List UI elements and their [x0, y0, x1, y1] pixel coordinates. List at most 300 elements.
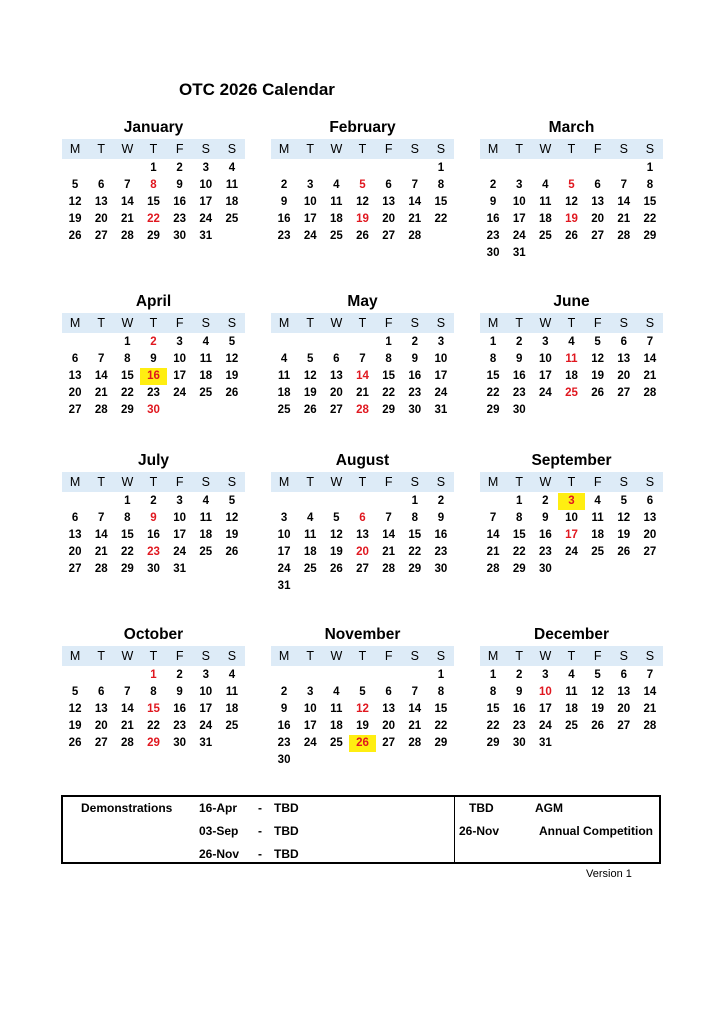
day-cell: 21	[643, 703, 657, 715]
events-table	[61, 795, 661, 864]
day-cell: 7	[98, 353, 105, 365]
day-cell: 19	[68, 213, 82, 225]
weekday-header	[62, 139, 245, 159]
day-cell: 16	[512, 370, 526, 382]
day-cell: 7	[385, 512, 392, 524]
weekday-label: T	[358, 475, 367, 489]
weekday-label: S	[410, 475, 419, 489]
day-cell: 2	[411, 336, 418, 348]
day-cell: 11	[565, 353, 578, 365]
weekday-label: T	[358, 649, 367, 663]
month-february	[271, 117, 454, 245]
day-cell: 24	[565, 546, 578, 558]
day-cell: 2	[176, 669, 183, 681]
day-cell: 7	[359, 353, 366, 365]
month-june	[480, 291, 663, 419]
weekday-label: S	[227, 475, 237, 489]
day-cell: 25	[591, 546, 605, 558]
day-cell: 26	[68, 230, 82, 242]
day-cell: 10	[538, 686, 552, 698]
day-cell: 8	[646, 179, 654, 191]
day-cell: 13	[643, 512, 657, 524]
day-cell: 22	[120, 387, 134, 399]
weekday-label: M	[487, 316, 499, 330]
day-cell: 13	[68, 370, 82, 382]
empty-cell	[376, 493, 402, 510]
day-cell: 18	[329, 213, 343, 225]
day-cell: 19	[591, 370, 605, 382]
weekday-label: M	[69, 649, 81, 663]
day-cell: 9	[489, 196, 497, 208]
month-name: December	[534, 626, 609, 643]
empty-cell	[88, 493, 114, 510]
day-cell: 28	[643, 720, 657, 732]
day-cell: 17	[199, 196, 213, 208]
day-cell: 17	[565, 529, 578, 541]
day-cell: 24	[538, 387, 552, 399]
day-cell: 22	[120, 546, 134, 558]
day-cell: 15	[486, 370, 500, 382]
day-cell: 8	[489, 353, 497, 365]
day-cell: 2	[176, 162, 183, 174]
weekday-label: T	[149, 475, 158, 489]
day-cell: 13	[617, 353, 631, 365]
day-cell: 2	[280, 686, 288, 698]
demo-value-1: TBD	[274, 801, 299, 815]
version-label: Version 1	[586, 868, 632, 880]
day-cell: 29	[512, 563, 526, 575]
weekday-label: W	[121, 475, 134, 489]
empty-cell	[62, 160, 88, 177]
day-cell: 26	[565, 230, 578, 242]
empty-cell	[323, 493, 349, 510]
day-cell: 12	[225, 512, 239, 524]
weekday-label: S	[227, 142, 237, 156]
day-cell: 22	[486, 720, 500, 732]
day-cell: 30	[434, 563, 448, 575]
day-cell: 12	[68, 703, 82, 715]
empty-cell	[349, 667, 375, 684]
day-cell: 10	[303, 196, 317, 208]
day-cell: 7	[124, 179, 131, 191]
day-cell: 1	[646, 162, 654, 174]
day-cell: 18	[303, 546, 317, 558]
day-cell: 30	[147, 563, 160, 575]
day-cell: 28	[408, 737, 422, 749]
day-cell: 8	[124, 353, 131, 365]
demo-value-2: TBD	[274, 824, 299, 838]
day-cell: 22	[486, 387, 500, 399]
empty-cell	[297, 334, 323, 351]
demo-date-3: 26-Nov	[199, 847, 240, 861]
day-cell: 3	[542, 669, 549, 681]
day-cell: 24	[173, 546, 187, 558]
day-cell: 1	[437, 669, 445, 681]
month-name: March	[548, 119, 595, 136]
empty-cell	[323, 667, 349, 684]
day-cell: 5	[71, 179, 79, 191]
weekday-label: W	[330, 649, 343, 663]
day-cell: 8	[385, 353, 392, 365]
day-cell: 28	[382, 563, 396, 575]
day-cell: 17	[538, 370, 552, 382]
day-cell: 1	[489, 336, 497, 348]
day-cell: 15	[120, 370, 134, 382]
month-name: August	[335, 452, 390, 469]
day-cell: 28	[120, 230, 134, 242]
weekday-label: F	[175, 142, 184, 156]
day-cell: 9	[542, 512, 549, 524]
day-cell: 20	[382, 213, 396, 225]
competition-date: 26-Nov	[459, 824, 500, 838]
day-cell: 1	[411, 495, 418, 507]
day-cell: 29	[120, 404, 134, 416]
day-cell: 31	[512, 247, 526, 259]
day-cell: 10	[434, 353, 448, 365]
day-cell: 24	[303, 230, 317, 242]
day-cell: 28	[408, 230, 422, 242]
day-cell: 6	[98, 686, 105, 698]
day-cell: 19	[617, 529, 631, 541]
weekday-label: M	[278, 475, 290, 489]
empty-cell	[376, 667, 402, 684]
day-cell: 28	[617, 230, 631, 242]
day-cell: 9	[516, 353, 523, 365]
weekday-label: T	[97, 316, 106, 330]
day-cell: 16	[277, 720, 291, 732]
weekday-label: W	[330, 142, 343, 156]
weekday-label: T	[306, 142, 315, 156]
day-cell: 8	[411, 512, 418, 524]
day-cell: 4	[280, 353, 288, 365]
day-cell: 27	[94, 737, 108, 749]
day-cell: 23	[147, 387, 160, 399]
day-cell: 19	[591, 703, 605, 715]
day-cell: 18	[225, 703, 239, 715]
day-cell: 27	[382, 230, 396, 242]
day-cell: 14	[382, 529, 396, 541]
weekday-label: T	[97, 649, 106, 663]
weekday-label: M	[278, 316, 290, 330]
weekday-label: T	[515, 649, 524, 663]
day-cell: 27	[94, 230, 108, 242]
weekday-label: W	[121, 142, 134, 156]
day-cell: 6	[646, 495, 654, 507]
day-cell: 4	[202, 495, 209, 507]
day-grid	[62, 493, 245, 578]
weekday-label: S	[619, 316, 628, 330]
day-cell: 11	[565, 686, 578, 698]
day-cell: 10	[565, 512, 578, 524]
day-cell: 3	[176, 336, 183, 348]
day-cell: 11	[304, 529, 317, 541]
day-grid	[480, 667, 663, 752]
day-cell: 5	[594, 669, 601, 681]
day-cell: 9	[150, 353, 157, 365]
day-cell: 2	[489, 179, 497, 191]
day-cell: 5	[620, 495, 627, 507]
day-cell: 30	[147, 404, 160, 416]
day-cell: 10	[512, 196, 526, 208]
day-cell: 8	[437, 179, 445, 191]
day-cell: 18	[225, 196, 239, 208]
day-cell: 6	[385, 686, 392, 698]
day-cell: 6	[98, 179, 105, 191]
day-cell: 11	[225, 686, 238, 698]
day-cell: 20	[382, 720, 396, 732]
day-cell: 22	[643, 213, 657, 225]
weekday-label: F	[175, 316, 184, 330]
day-cell: 6	[620, 336, 627, 348]
day-cell: 5	[71, 686, 79, 698]
day-cell: 24	[199, 213, 213, 225]
day-cell: 23	[147, 546, 160, 558]
day-cell: 22	[408, 546, 422, 558]
day-cell: 13	[329, 370, 343, 382]
month-name: January	[123, 119, 184, 136]
weekday-label: T	[149, 142, 158, 156]
day-cell: 19	[329, 546, 343, 558]
day-cell: 20	[591, 213, 605, 225]
day-cell: 1	[150, 669, 157, 681]
day-cell: 18	[199, 370, 213, 382]
demo-date-1: 16-Apr	[199, 801, 238, 815]
day-cell: 2	[516, 669, 523, 681]
day-cell: 27	[68, 404, 82, 416]
day-cell: 18	[565, 703, 578, 715]
day-cell: 14	[408, 703, 422, 715]
weekday-label: W	[539, 142, 552, 156]
day-cell: 21	[643, 370, 657, 382]
day-cell: 14	[120, 703, 134, 715]
weekday-label: T	[97, 142, 106, 156]
day-cell: 14	[408, 196, 422, 208]
month-september	[480, 450, 663, 578]
day-cell: 29	[147, 230, 160, 242]
day-cell: 5	[228, 336, 236, 348]
day-cell: 11	[199, 353, 212, 365]
day-cell: 7	[411, 179, 418, 191]
day-cell: 26	[225, 546, 239, 558]
day-cell: 18	[538, 213, 552, 225]
day-cell: 3	[280, 512, 288, 524]
weekday-label: S	[410, 142, 419, 156]
weekday-label: T	[306, 316, 315, 330]
day-cell: 23	[538, 546, 552, 558]
day-cell: 31	[538, 737, 552, 749]
day-cell: 28	[643, 387, 657, 399]
day-grid	[271, 334, 454, 419]
day-cell: 23	[277, 230, 291, 242]
weekday-header	[480, 139, 663, 159]
day-cell: 25	[225, 720, 239, 732]
weekday-label: T	[358, 142, 367, 156]
month-name: July	[137, 452, 169, 469]
day-cell: 29	[147, 737, 160, 749]
day-cell: 9	[176, 686, 183, 698]
day-cell: 8	[516, 512, 523, 524]
day-cell: 15	[486, 703, 500, 715]
weekday-header	[271, 139, 454, 159]
day-cell: 30	[486, 247, 500, 259]
weekday-label: M	[278, 649, 290, 663]
day-cell: 3	[176, 495, 183, 507]
day-cell: 15	[147, 196, 160, 208]
day-cell: 19	[356, 720, 369, 732]
weekday-label: M	[487, 475, 499, 489]
day-cell: 23	[434, 546, 448, 558]
day-cell: 24	[538, 720, 552, 732]
day-cell: 18	[591, 529, 605, 541]
day-cell: 6	[385, 179, 392, 191]
empty-cell	[402, 667, 428, 684]
day-cell: 17	[199, 703, 213, 715]
day-cell: 14	[94, 370, 108, 382]
day-cell: 30	[538, 563, 552, 575]
day-cell: 2	[150, 336, 157, 348]
day-cell: 25	[329, 230, 343, 242]
day-cell: 26	[591, 720, 605, 732]
empty-cell	[349, 334, 375, 351]
demo-date-2: 03-Sep	[199, 824, 239, 838]
weekday-label: F	[384, 649, 393, 663]
day-cell: 12	[225, 353, 239, 365]
day-cell: 13	[382, 703, 396, 715]
day-cell: 4	[568, 669, 575, 681]
empty-cell	[506, 160, 532, 177]
day-cell: 12	[617, 512, 631, 524]
empty-cell	[611, 160, 637, 177]
day-cell: 25	[199, 546, 213, 558]
day-cell: 5	[359, 686, 366, 698]
day-cell: 27	[643, 546, 657, 558]
day-cell: 18	[199, 529, 213, 541]
day-cell: 23	[486, 230, 500, 242]
month-november	[271, 624, 454, 769]
weekday-label: S	[436, 649, 446, 663]
weekday-label: W	[121, 649, 134, 663]
empty-cell	[271, 667, 297, 684]
day-cell: 3	[542, 336, 549, 348]
weekday-label: S	[410, 316, 419, 330]
weekday-label: T	[567, 316, 576, 330]
day-cell: 2	[280, 179, 288, 191]
day-cell: 11	[225, 179, 238, 191]
competition-label: Annual Competition	[539, 824, 653, 838]
day-cell: 24	[173, 387, 187, 399]
empty-cell	[480, 160, 506, 177]
empty-cell	[88, 667, 114, 684]
empty-cell	[480, 493, 506, 510]
day-cell: 25	[225, 213, 239, 225]
day-cell: 27	[329, 404, 343, 416]
agm-label: AGM	[535, 801, 563, 815]
weekday-header	[62, 472, 245, 492]
day-grid	[271, 667, 454, 769]
day-cell: 30	[173, 737, 187, 749]
day-cell: 26	[329, 563, 343, 575]
day-cell: 9	[280, 703, 288, 715]
day-cell: 2	[437, 495, 445, 507]
weekday-label: F	[175, 649, 184, 663]
day-cell: 15	[120, 529, 134, 541]
month-name: May	[347, 293, 378, 310]
day-cell: 12	[356, 703, 369, 715]
day-cell: 11	[330, 196, 343, 208]
month-march	[480, 117, 663, 262]
day-cell: 23	[277, 737, 291, 749]
day-cell: 21	[617, 213, 631, 225]
day-cell: 7	[489, 512, 497, 524]
month-december	[480, 624, 663, 752]
day-cell: 17	[303, 720, 317, 732]
day-cell: 10	[199, 686, 213, 698]
demo-value-3: TBD	[274, 847, 299, 861]
day-cell: 27	[617, 720, 631, 732]
day-cell: 4	[202, 336, 209, 348]
month-april	[62, 291, 245, 419]
day-grid	[271, 160, 454, 245]
day-cell: 26	[356, 230, 369, 242]
day-cell: 15	[512, 529, 526, 541]
day-cell: 20	[68, 546, 82, 558]
day-cell: 4	[307, 512, 314, 524]
empty-cell	[62, 667, 88, 684]
page-title: OTC 2026 Calendar	[179, 80, 335, 99]
day-cell: 19	[225, 529, 239, 541]
day-cell: 20	[329, 387, 343, 399]
day-cell: 5	[333, 512, 340, 524]
day-cell: 23	[512, 387, 526, 399]
weekday-header	[480, 472, 663, 492]
weekday-label: S	[201, 649, 210, 663]
day-cell: 7	[646, 336, 654, 348]
day-cell: 15	[147, 703, 160, 715]
day-cell: 28	[94, 404, 108, 416]
day-cell: 9	[516, 686, 523, 698]
weekday-label: M	[69, 475, 81, 489]
weekday-label: W	[539, 316, 552, 330]
day-cell: 3	[202, 669, 209, 681]
day-cell: 15	[408, 529, 422, 541]
day-cell: 24	[434, 387, 448, 399]
weekday-label: W	[330, 316, 343, 330]
day-cell: 4	[333, 179, 340, 191]
empty-cell	[88, 334, 114, 351]
day-cell: 22	[434, 213, 448, 225]
empty-cell	[114, 667, 140, 684]
empty-cell	[114, 160, 140, 177]
day-cell: 6	[594, 179, 601, 191]
day-grid	[480, 160, 663, 262]
day-cell: 26	[68, 737, 82, 749]
day-cell: 6	[71, 512, 79, 524]
day-cell: 25	[329, 737, 343, 749]
day-cell: 9	[150, 512, 157, 524]
day-cell: 10	[173, 353, 187, 365]
day-cell: 21	[382, 546, 396, 558]
day-cell: 30	[173, 230, 187, 242]
day-cell: 18	[277, 387, 291, 399]
day-grid	[480, 334, 663, 419]
demonstrations-label: Demonstrations	[81, 801, 173, 815]
weekday-label: T	[97, 475, 106, 489]
weekday-header	[271, 646, 454, 666]
day-cell: 29	[120, 563, 134, 575]
day-cell: 14	[94, 529, 108, 541]
day-cell: 13	[591, 196, 605, 208]
month-january	[62, 117, 245, 245]
